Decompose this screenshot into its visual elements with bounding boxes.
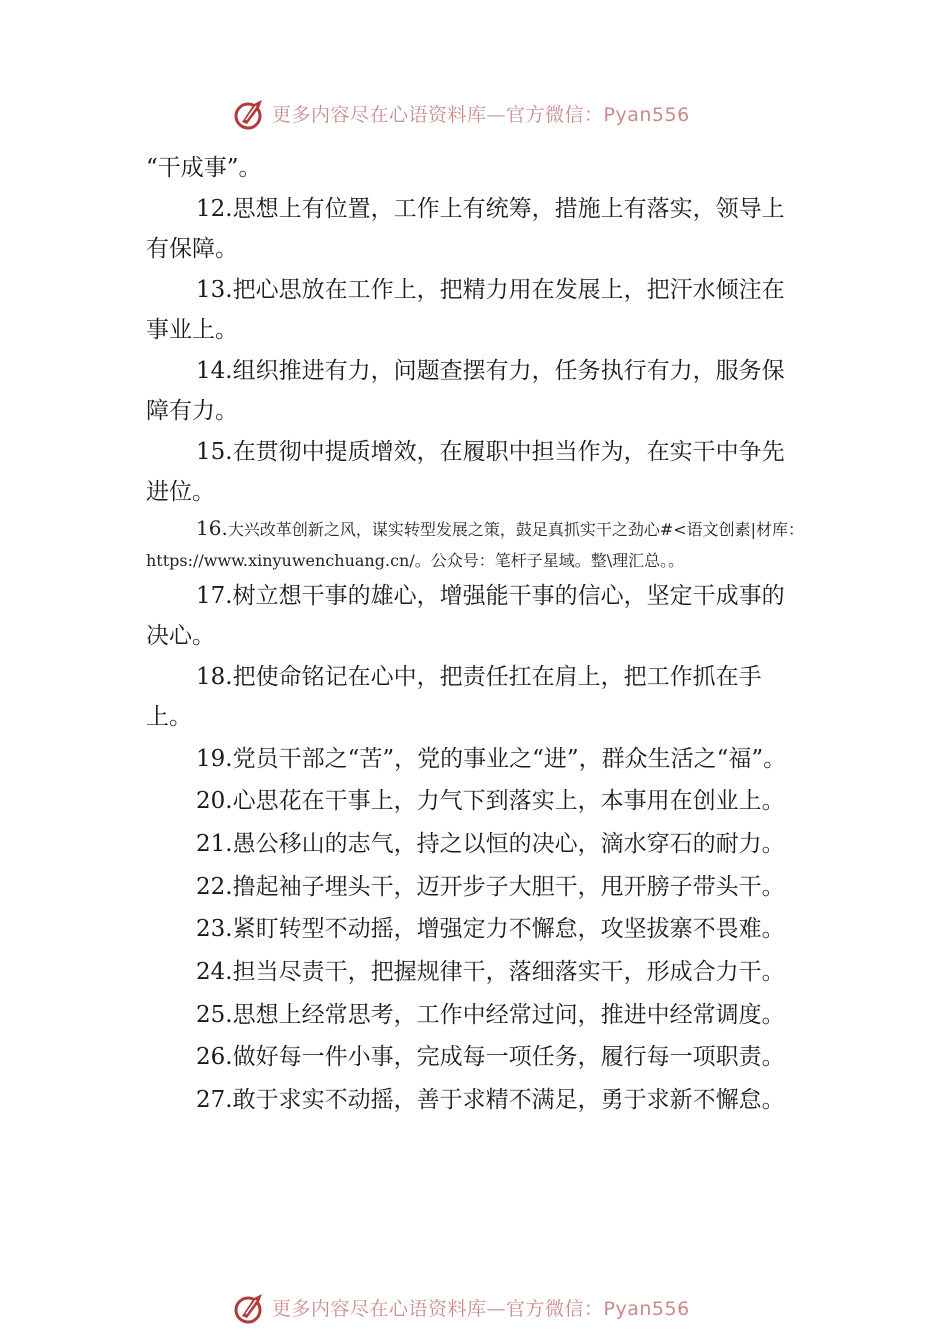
paragraph-18: 18.把使命铭记在心中，把责任扛在肩上，把工作抓在手上。 (146, 663, 762, 730)
watermark-id: Pyan556 (603, 104, 690, 126)
paragraph-16 (146, 513, 806, 576)
paragraph-23: 23.紧盯转型不动摇，增强定力不懈怠，攻坚拔寨不畏难。 (196, 916, 785, 943)
paragraph-14: 14.组织推进有力，问题查摆有力，任务执行有力，服务保障有力。 (146, 357, 785, 424)
pen-nib-logo-icon (232, 96, 268, 132)
paragraph-26: 26.做好每一件小事，完成每一项任务，履行每一项职责。 (196, 1044, 785, 1071)
paragraph-15: 15.在贯彻中提质增效，在履职中担当作为，在实干中争先进位。 (146, 438, 785, 505)
watermark-text-cn: 更多内容尽在心语资料库 (272, 1298, 487, 1320)
watermark-text (272, 1294, 690, 1321)
watermark-id: Pyan556 (603, 1298, 690, 1320)
paragraph-12: 12.思想上有位置，工作上有统筹，措施上有落实，领导上有保障。 (146, 195, 785, 262)
paragraph-intro: “干成事”。 (146, 155, 262, 181)
pen-nib-logo-icon (232, 1290, 268, 1326)
paragraph-17: 17.树立想干事的雄心，增强能干事的信心，坚定干成事的决心。 (146, 582, 785, 649)
watermark-separator: — (486, 1298, 507, 1320)
paragraph-25: 25.思想上经常思考，工作中经常过问，推进中经常调度。 (196, 1001, 785, 1028)
watermark-text-cn: 更多内容尽在心语资料库 (272, 104, 487, 126)
paragraph-13: 13.把心思放在工作上，把精力用在发展上，把汗水倾注在事业上。 (146, 276, 785, 343)
paragraph-22: 22.撸起袖子埋头干，迈开步子大胆干，甩开膀子带头干。 (196, 873, 785, 900)
header-watermark (0, 96, 950, 136)
paragraph-20: 20.心思花在干事上，力气下到落实上，本事用在创业上。 (196, 788, 785, 815)
watermark-text-cn2: 官方微信： (506, 104, 604, 126)
paragraph-21: 21.愚公移山的志气，持之以恒的决心，滴水穿石的耐力。 (196, 830, 785, 857)
paragraph-27: 27.敢于求实不动摇，善于求精不满足，勇于求新不懈怠。 (196, 1087, 785, 1114)
watermark-text (272, 100, 690, 127)
watermark-separator: — (486, 104, 507, 126)
paragraph-19: 19.党员干部之“苦”，党的事业之“进”，群众生活之“福”。 (196, 745, 787, 772)
paragraph-16-number: 16. (196, 515, 228, 540)
footer-watermark (0, 1290, 950, 1330)
paragraph-24: 24.担当尽责干，把握规律干，落细落实干，形成合力干。 (196, 959, 785, 986)
document-body (146, 148, 806, 1122)
paragraph-16-text: 大兴改革创新之风，谋实转型发展之策，鼓足真抓实干之劲心#<语文创素|材库：https://www.xinyuwenchuang.cn/。公众号：笔杆子星域。整\理汇总。。 (146, 519, 805, 570)
watermark-text-cn2: 官方微信： (506, 1298, 604, 1320)
